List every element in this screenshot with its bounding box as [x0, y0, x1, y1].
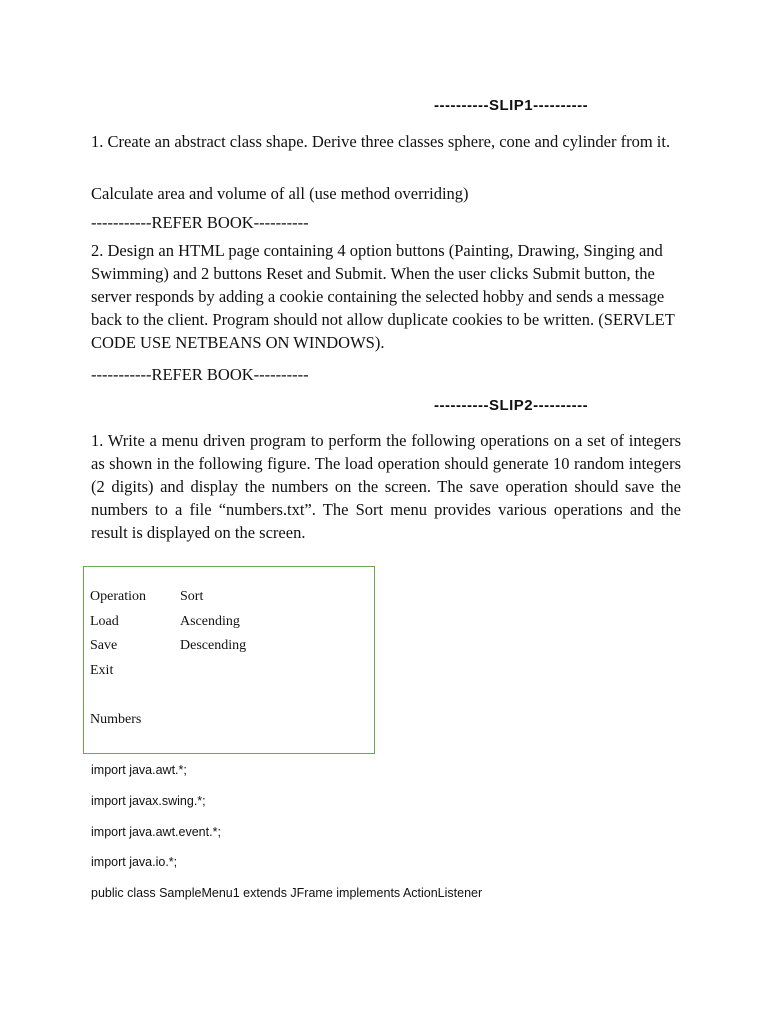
code-line-2: import javax.swing.*; — [91, 794, 206, 808]
slip1-refer-book-2: -----------REFER BOOK---------- — [91, 365, 309, 384]
code-line-4: import java.io.*; — [91, 855, 178, 869]
code-line-1: import java.awt.*; — [91, 763, 187, 777]
menu-item-save: Save — [90, 638, 118, 653]
menu-label-sort: Sort — [180, 589, 204, 604]
code-line-3: import java.awt.event.*; — [91, 825, 221, 839]
menu-label-operation: Operation — [90, 589, 146, 604]
slip1-refer-book-1: -----------REFER BOOK---------- — [91, 213, 309, 232]
slip2-heading: ----------SLIP2---------- — [434, 397, 589, 414]
slip2-question1: 1. Write a menu driven program to perform the following operations on a set of integers as shown in the following figure. The load operation should generate 10 random integers (2 digits) and display the numbers on the screen. The save operation should save the numbers to a file “numbers.txt”. The Sort menu provides various operations and the result is displayed on the screen. — [91, 431, 681, 542]
menu-figure — [83, 566, 375, 754]
menu-item-ascending: Ascending — [180, 613, 240, 629]
slip1-question1-detail: Calculate area and volume of all (use method overriding) — [91, 184, 469, 203]
slip1-question1: 1. Create an abstract class shape. Derive three classes sphere, cone and cylinder from it. — [91, 132, 671, 151]
slip1-heading: ----------SLIP1---------- — [434, 97, 589, 114]
menu-item-load: Load — [90, 613, 119, 629]
slip1-question2: 2. Design an HTML page containing 4 option buttons (Painting, Drawing, Singing and Swimming) and 2 buttons Reset and Submit. When the user clicks Submit button, the server responds by adding a cookie containing the selected hobby and sends a message back to the client. Program should not allow duplicate cookies to be written. (SERVLET CODE USE NETBEANS ON WINDOWS). — [91, 241, 675, 352]
menu-label-numbers: Numbers — [90, 711, 142, 727]
menu-spacer — [90, 683, 146, 708]
code-line-5: public class SampleMenu1 extends JFrame implements ActionListener — [91, 886, 483, 900]
menu-item-exit: Exit — [90, 662, 114, 678]
menu-item-descending: Descending — [180, 638, 247, 653]
menu-figure-col1 — [90, 585, 146, 732]
menu-figure-col2 — [180, 585, 246, 659]
